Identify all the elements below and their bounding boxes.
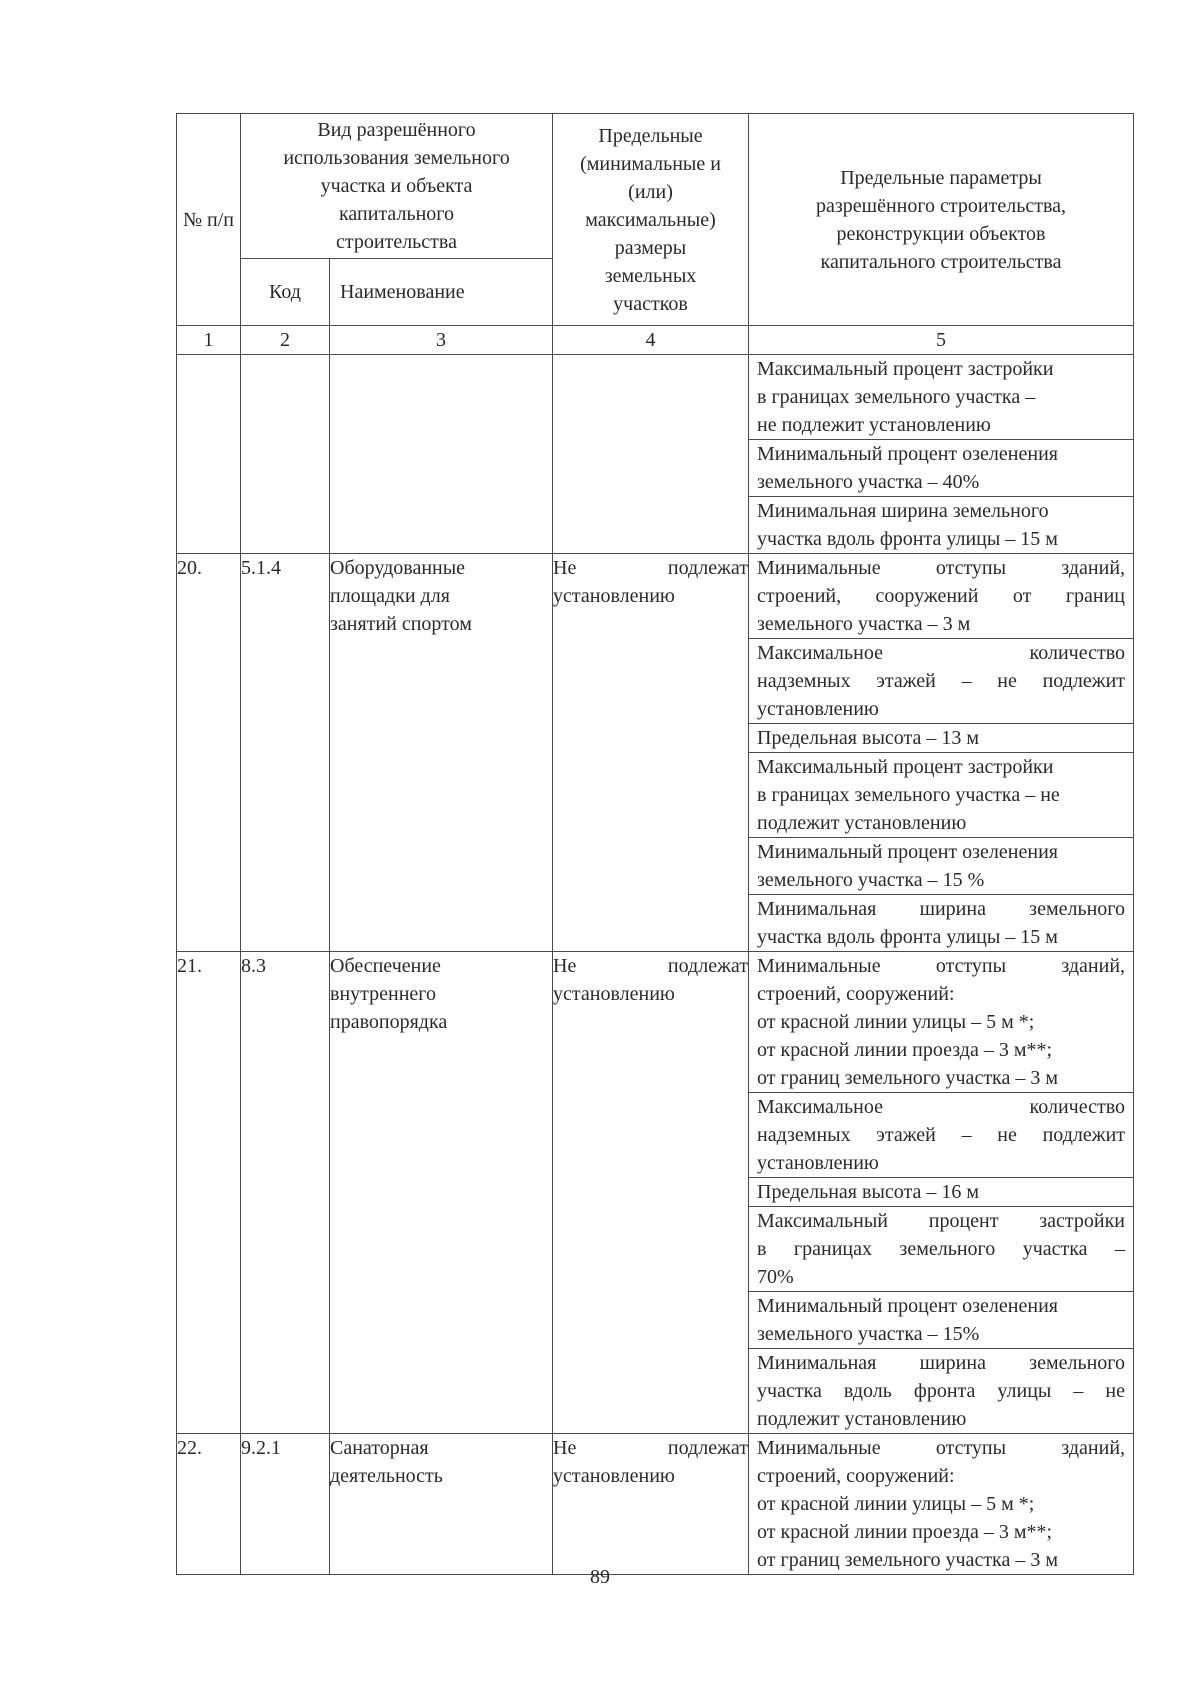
header-param-line: разрешённого строительства, [816, 194, 1067, 217]
table-row [177, 554, 1134, 952]
row-name-line: Санаторная [330, 1437, 429, 1459]
row-number: 21. [177, 955, 202, 977]
row-code-cell [241, 952, 330, 1434]
row-name-line: Оборудованные [330, 557, 466, 579]
param-line: установлению [757, 698, 879, 720]
row-name-line: внутреннего [330, 983, 436, 1005]
param-line: надземных этажей – не подлежит [757, 1124, 1126, 1146]
header-razm-line: (или) [628, 180, 673, 203]
header-naim-text: Наименование [340, 281, 465, 303]
param-line: надземных этажей – не подлежит [757, 670, 1126, 692]
row-name-cell [330, 1434, 553, 1575]
param-item [749, 1434, 1133, 1574]
header-razm-line: (минимальные и [580, 152, 721, 175]
row-code-cell [241, 554, 330, 952]
row-name-cell [330, 952, 553, 1434]
param-line: Максимальный процент застройки [757, 358, 1054, 380]
param-item [749, 1092, 1133, 1177]
param-line: в границах земельного участка – [757, 386, 1036, 408]
row-name-line: деятельность [330, 1465, 443, 1487]
param-item [749, 1291, 1133, 1348]
param-line: Минимальные отступы зданий, [757, 557, 1126, 579]
param-line: Минимальная ширина земельного [757, 898, 1126, 920]
param-line: Максимальное количество [757, 642, 1126, 664]
row-name-cell [330, 554, 553, 952]
row-num-cell [177, 355, 241, 554]
land-use-table [176, 113, 1134, 1575]
row-code: 8.3 [241, 955, 266, 977]
header-naim [330, 259, 553, 326]
param-line: подлежит установлению [757, 1408, 967, 1430]
header-razm-line: размеры [614, 236, 687, 259]
param-line: Минимальный процент озеленения [757, 1295, 1058, 1317]
param-line: Минимальный процент озеленения [757, 443, 1058, 465]
param-line: от красной линии проезда – 3 м**; [757, 1039, 1053, 1061]
table-row [177, 1434, 1134, 1575]
row-code-cell [241, 1434, 330, 1575]
row-num-cell [177, 1434, 241, 1575]
header-num [177, 114, 241, 326]
param-line: участка вдоль фронта улицы – не [757, 1380, 1126, 1402]
param-line: земельного участка – 15% [757, 1323, 980, 1345]
row-size-line: Не подлежат [553, 955, 749, 977]
header-vid [241, 114, 553, 259]
header-razm-line: участков [613, 292, 688, 315]
row-name-line: Обеспечение [330, 955, 441, 977]
param-line: от красной линии улицы – 5 м *; [757, 1011, 1035, 1033]
header-param [749, 114, 1134, 326]
param-line: в границах земельного участка – не [757, 784, 1060, 806]
header-vid-line: Вид разрешённого [317, 119, 476, 141]
param-item [749, 439, 1133, 496]
row-name-line: правопорядка [330, 1011, 448, 1033]
row-params-cell [749, 1434, 1134, 1575]
param-line: Максимальное количество [757, 1096, 1126, 1118]
row-size-cell [553, 355, 749, 554]
row-params-cell [749, 554, 1134, 952]
header-razm-line: земельных [604, 264, 697, 287]
header-kod [241, 259, 330, 326]
param-line: строений, сооружений: [757, 983, 955, 1005]
param-line: установлению [757, 1152, 879, 1174]
param-line: участка вдоль фронта улицы – 15 м [757, 528, 1058, 550]
row-code: 9.2.1 [241, 1437, 281, 1459]
row-size-cell [553, 1434, 749, 1575]
param-item [749, 894, 1133, 951]
row-size-cell [553, 554, 749, 952]
row-size-line: Не подлежат [553, 557, 749, 579]
row-code-cell [241, 355, 330, 554]
param-line: Максимальный процент застройки [757, 756, 1054, 778]
param-line: 70% [757, 1266, 794, 1288]
param-line: участка вдоль фронта улицы – 15 м [757, 926, 1058, 948]
param-item [749, 837, 1133, 894]
row-name-cell [330, 355, 553, 554]
param-line: земельного участка – 3 м [757, 613, 971, 635]
param-line: в границах земельного участка – [757, 1238, 1126, 1260]
param-item [749, 752, 1133, 837]
row-num-cell [177, 554, 241, 952]
param-line: от красной линии проезда – 3 м**; [757, 1521, 1053, 1543]
column-number: 3 [330, 326, 553, 355]
header-vid-line: строительства [336, 231, 457, 253]
param-line: земельного участка – 15 % [757, 869, 985, 891]
row-number: 20. [177, 557, 202, 579]
param-line: не подлежит установлению [757, 414, 991, 436]
param-line: Предельная высота – 13 м [757, 727, 980, 749]
param-item [749, 554, 1133, 638]
row-size-line: установлению [553, 585, 675, 607]
row-code: 5.1.4 [241, 557, 281, 579]
header-param-line: реконструкции объектов [836, 222, 1046, 245]
param-item [749, 496, 1133, 553]
param-item [749, 723, 1133, 752]
param-item [749, 1206, 1133, 1291]
param-item [749, 1177, 1133, 1206]
column-number: 5 [749, 326, 1134, 355]
header-param-line: Предельные параметры [840, 166, 1042, 189]
param-line: Минимальная ширина земельного [757, 1352, 1126, 1374]
param-line: Минимальные отступы зданий, [757, 955, 1126, 977]
row-name-line: занятий спортом [330, 613, 472, 635]
header-vid-line: капитального [339, 203, 454, 225]
column-number: 4 [553, 326, 749, 355]
param-line: строений, сооружений от границ [757, 585, 1126, 607]
row-size-line: Не подлежат [553, 1437, 749, 1459]
row-params-cell [749, 952, 1134, 1434]
row-number: 22. [177, 1437, 202, 1459]
header-row-1 [177, 114, 1134, 259]
header-kod-text: Код [269, 281, 301, 303]
header-razm [553, 114, 749, 326]
row-params-cell [749, 355, 1134, 554]
param-line: Предельная высота – 16 м [757, 1181, 980, 1203]
header-razm-line: максимальные) [585, 208, 716, 231]
row-size-line: установлению [553, 1465, 675, 1487]
header-vid-line: использования земельного [283, 147, 510, 169]
param-line: строений, сооружений: [757, 1465, 955, 1487]
param-line: земельного участка – 40% [757, 471, 980, 493]
header-num-text: № п/п [182, 208, 235, 231]
param-line: Минимальные отступы зданий, [757, 1437, 1126, 1459]
param-item [749, 1348, 1133, 1433]
param-line: Максимальный процент застройки [757, 1210, 1126, 1232]
header-param-line: капитального строительства [820, 250, 1062, 273]
param-line: от границ земельного участка – 3 м [757, 1067, 1059, 1089]
table-row [177, 355, 1134, 554]
param-line: от красной линии улицы – 5 м *; [757, 1493, 1035, 1515]
param-item [749, 638, 1133, 723]
header-razm-line: Предельные [598, 124, 703, 147]
page-number: 89 [590, 1566, 610, 1588]
param-line: Минимальный процент озеленения [757, 841, 1058, 863]
param-line: подлежит установлению [757, 812, 967, 834]
row-name-line: площадки для [330, 585, 450, 607]
column-number: 1 [177, 326, 241, 355]
row-num-cell [177, 952, 241, 1434]
row-size-cell [553, 952, 749, 1434]
table-row [177, 952, 1134, 1434]
column-numbers-row [177, 326, 1134, 355]
param-item [749, 355, 1133, 439]
param-item [749, 952, 1133, 1092]
param-line: от границ земельного участка – 3 м [757, 1549, 1059, 1571]
header-vid-line: участка и объекта [320, 175, 473, 197]
param-line: Минимальная ширина земельного [757, 500, 1049, 522]
row-size-line: установлению [553, 983, 675, 1005]
column-number: 2 [241, 326, 330, 355]
